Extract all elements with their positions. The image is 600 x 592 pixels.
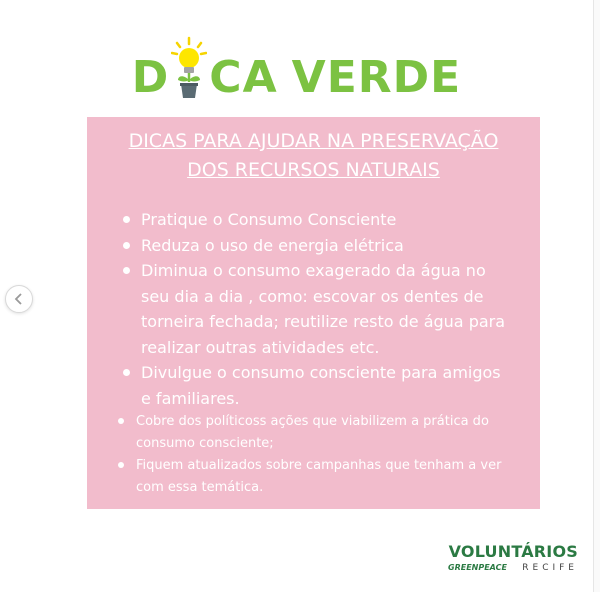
card-title-line1: DICAS PARA AJUDAR NA PRESERVAÇÃO — [128, 130, 499, 152]
lightbulb-plant-icon — [171, 36, 207, 100]
brand-logo — [448, 542, 578, 573]
tips-card — [87, 117, 540, 509]
next-post-strip — [593, 0, 600, 592]
tips-list — [87, 207, 540, 499]
logo-text-part1: D — [131, 52, 170, 103]
tip-item: Diminua o consumo exagerado da água no seu dia a dia , como: escovar os dentes de torneira fechada; reutilize resto de água para realizar outras atividades etc. — [120, 258, 515, 360]
card-title-line2: DOS RECURSOS NATURAIS — [187, 159, 440, 181]
brand-city: RECIFE — [522, 563, 578, 573]
tip-item: Fiquem atualizados sobre campanhas que tenham a ver com essa temática. — [115, 455, 515, 499]
previous-button[interactable] — [5, 285, 33, 313]
tip-item: Pratique o Consumo Consciente — [120, 207, 515, 233]
brand-org: GREENPEACE — [448, 563, 507, 572]
tip-item: Divulgue o consumo consciente para amigos e familiares. — [120, 360, 515, 411]
logo — [0, 10, 593, 103]
card-title — [87, 127, 540, 185]
brand-name: VOLUNTÁRIOS — [448, 542, 578, 561]
tip-item: Cobre dos políticoss ações que viabilizem a prática do consumo consciente; — [115, 411, 515, 455]
logo-text-part2: CA — [209, 52, 278, 103]
chevron-left-icon — [14, 293, 24, 305]
logo-text-part3: VERDE — [291, 52, 462, 103]
tip-item: Reduza o uso de energia elétrica — [120, 233, 515, 259]
